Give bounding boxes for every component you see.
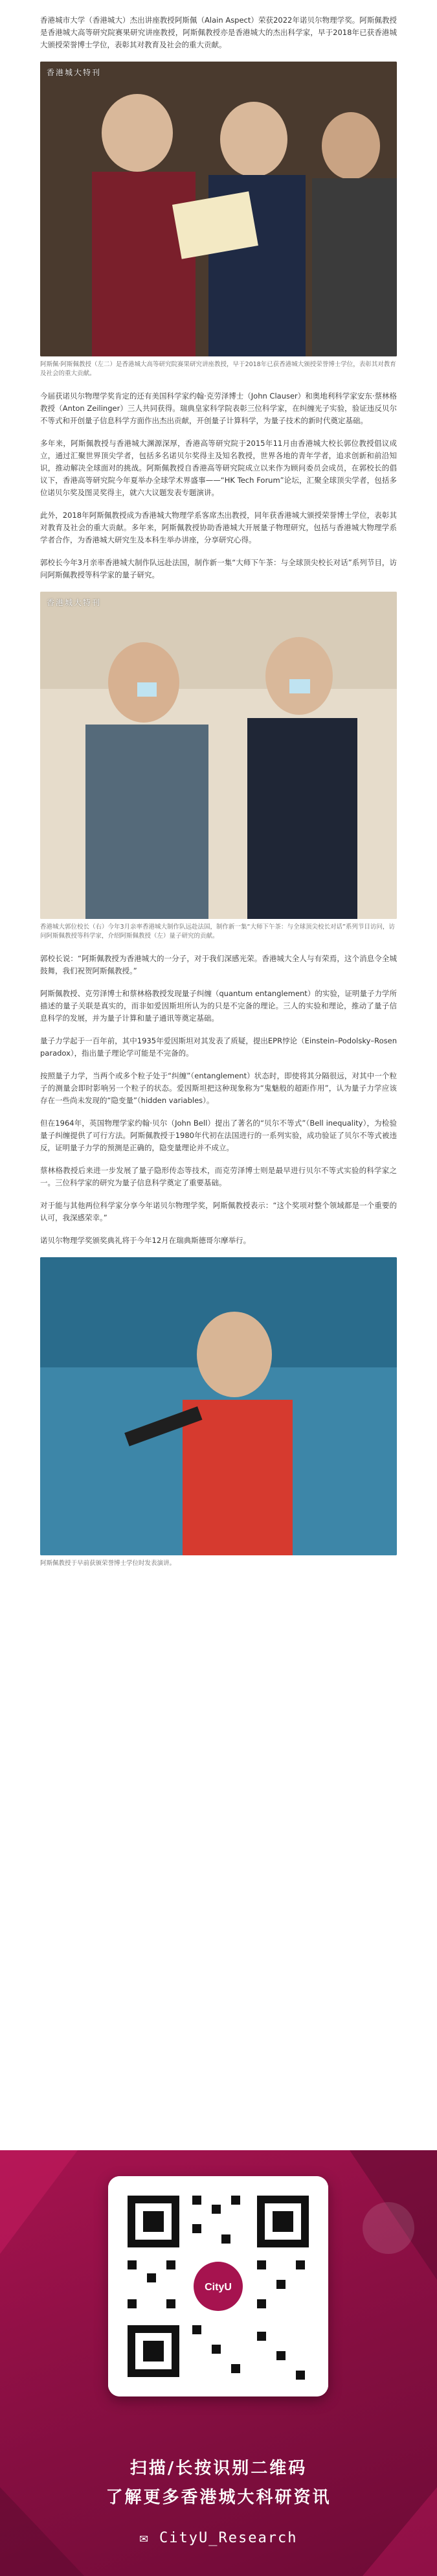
paragraph: 蔡林格教授后来进一步发展了量子隐形传态等技术，而克劳泽博士则是最早进行贝尔不等式实验的科学家之一。三位科学家的研究为量子信息科学奠定了重要基础。 (40, 1166, 397, 1187)
photo-caption: 阿斯佩教授于早前获颁荣誉博士学位时发表演讲。 (40, 1560, 176, 1567)
watermark: 香港城大特刊 (47, 68, 102, 77)
photo-lecture (40, 1257, 397, 1555)
paragraph: 香港城市大学（香港城大）杰出讲座教授阿斯佩（Alain Aspect）荣获2022年诺贝尔物理学奖。阿斯佩教授是香港城大高等研究院赛果研究讲座教授，阿斯佩教授亦是香港城大的杰出科学家，早于2018年已获香港城大颁授荣誉博士学位，表彰其对教育及社会的重大贡献。 (40, 16, 397, 49)
paragraph: 多年来，阿斯佩教授与香港城大渊源深厚，香港高等研究院于2015年11月由香港城大校长郭位教授倡议成立，通过汇聚世界顶尖学者，包括多名诺贝尔奖得主及知名教授，世界各地的青年学者，追求创新和前沿知识，推动解决全球面对的挑战。阿斯佩教授自香港高等研究院成立以来作为顾问委员会成员，在郭校长的倡议下，香港高等研究院今年夏举办全球学术界盛事——“HK Tech Forum”论坛，汇聚全球顶尖学者，包括多位诺贝尔奖及图灵奖得主，就六大议题发表专题演讲。 (40, 439, 397, 497)
wechat-icon: ✉ (139, 2530, 150, 2546)
photo-ceremony (40, 62, 397, 356)
paragraph: 郭校长今年3月亲率香港城大制作队远赴法国，制作新一集“大师下午茶：与全球顶尖校长对话”系列节目，访问阿斯佩教授等科学家的量子研究。 (40, 558, 397, 579)
ceremony-illustration (40, 62, 397, 356)
qr-code[interactable] (108, 2176, 328, 2396)
paragraph: 阿斯佩教授、克劳泽博士和蔡林格教授发现量子纠缠（quantum entanglement）的实验，证明量子力学所描述的量子关联是真实的，而非如爱因斯坦所认为的只是不完备的理论。三人的实验和理论，推动了量子信息科学的发展，并为量子计算和量子通讯等奠定基础。 (40, 989, 397, 1023)
paragraph: 按照量子力学，当两个或多个粒子处于“纠缠”（entanglement）状态时，即使将其分隔很远，对其中一个粒子的测量会即时影响另一个粒子的状态。爱因斯坦把这种现象称为“鬼魅般的超距作用”，认为量子力学应该存在一些尚未发现的“隐变量”（hidden variables）。 (40, 1071, 397, 1105)
photo-caption: 香港城大郭位校长（右）今年3月亲率香港城大制作队远赴法国，制作新一集“大师下午茶：与全球顶尖校长对话”系列节目访问，访问阿斯佩教授等科学家，介绍阿斯佩教授（左）量子研究的贡献。 (40, 923, 395, 940)
lecture-illustration (40, 1257, 397, 1555)
paragraph: 今届获诺贝尔物理学奖肯定的还有美国科学家约翰·克劳泽博士（John Clauser）和奥地利科学家安东·蔡林格教授（Anton Zeilinger）三人共同获得。瑞典皇家科学院表彰三位科学家，在纠缠光子实验，验证违反贝尔不等式和开创量子信息科学方面作出杰出贡献，开创量子计算科学，为量子技术的新时代奠定基础。 (40, 391, 397, 425)
paragraph: 量子力学起于一百年前，其中1935年爱因斯坦对其发表了质疑，提出EPR悖论（Einstein–Podolsky–Rosen paradox），指出量子理论学可能是不完备的。 (40, 1036, 397, 1058)
paragraph: 诺贝尔物理学奖颁奖典礼将于今年12月在瑞典斯德哥尔摩举行。 (40, 1236, 251, 1245)
qr-code-icon (108, 2176, 328, 2396)
paragraph: 对于能与其他两位科学家分享今年诺贝尔物理学奖，阿斯佩教授表示：“这个奖项对整个领域都是一个重要的认可，我深感荣幸。” (40, 1201, 397, 1222)
wechat-id (0, 2530, 437, 2546)
cta-line2: 了解更多香港城大科研资讯 (106, 2488, 331, 2507)
photo-caption: 阿斯佩·阿斯佩教授（左二）是香港城大高等研究院赛果研究讲座教授，早于2018年已获香港城大颁授荣誉博士学位，表彰其对教育及社会的重大贡献。 (40, 361, 396, 377)
paragraph: 此外，2018年阿斯佩教授成为香港城大物理学系客席杰出教授，同年获香港城大颁授荣誉博士学位，表彰其对教育及社会的重大贡献。多年来，阿斯佩教授协助香港城大开展量子物理研究，包括与香港城大物理学系学者合作，为香港城大研究生及本科生举办讲座，分享研究心得。 (40, 511, 397, 544)
watermark: 香港城大特刊 (47, 598, 102, 607)
interview-illustration (40, 592, 397, 919)
wechat-label: CityU_Research (159, 2530, 298, 2546)
qr-center-badge: CityU (205, 2282, 232, 2293)
paragraph: 郭校长说：“阿斯佩教授为香港城大的一分子，对于我们深感光荣。香港城大全人与有荣焉，这个消息令全城鼓舞，我们祝贺阿斯佩教授。” (40, 954, 397, 975)
photo-interview (40, 592, 397, 919)
footer-promo (0, 2150, 437, 2576)
paragraph: 但在1964年，英国物理学家约翰·贝尔（John Bell）提出了著名的“贝尔不等式”（Bell inequality），为检验量子纠缠提供了可行方法。阿斯佩教授于1980年代初在法国进行的一系列实验，成功验证了贝尔不等式被违反，证明量子力学的预测是正确的，隐变量理论并不成立。 (40, 1119, 397, 1152)
cta-line1: 扫描/长按识别二维码 (129, 2459, 308, 2478)
